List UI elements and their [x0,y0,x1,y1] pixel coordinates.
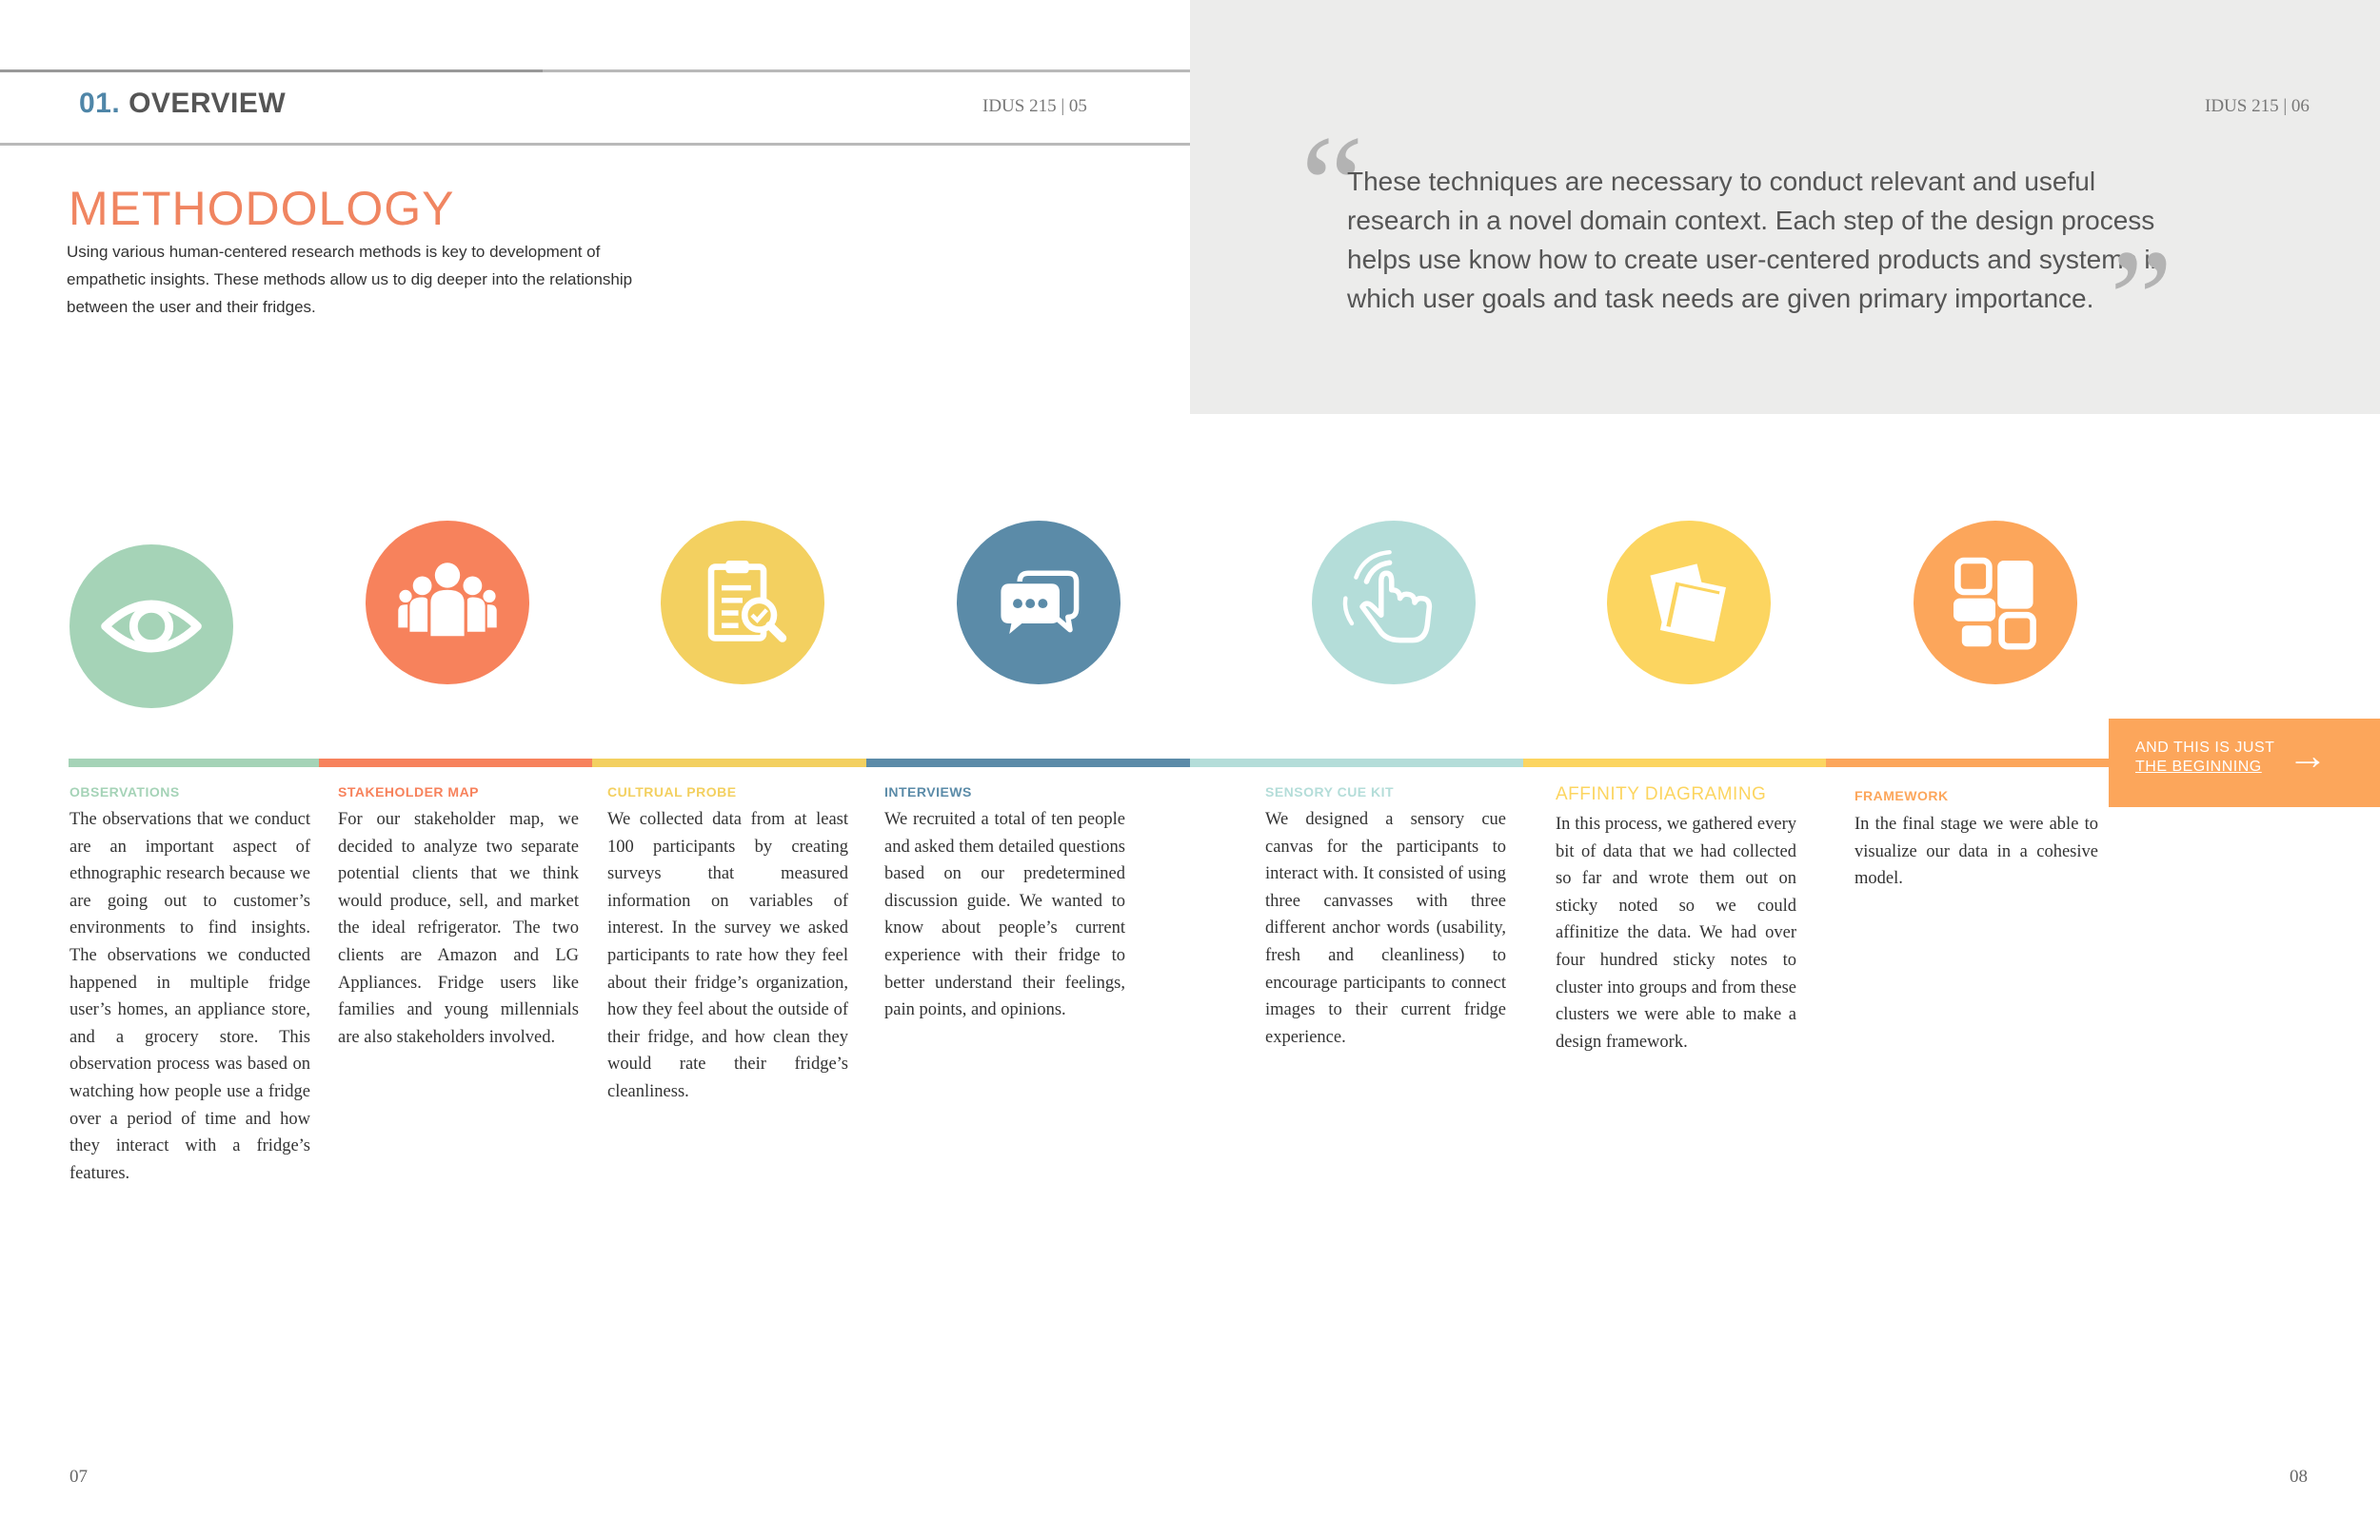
methodology-heading: METHODOLOGY [69,182,455,235]
running-head-right: IDUS 215 | 06 [2205,96,2310,116]
label-observations: OBSERVATIONS [69,784,180,800]
clipboard-search-icon [661,521,824,684]
framework-bar [1826,759,2109,767]
touch-hand-icon [1312,521,1476,684]
methodology-intro: Using various human-centered research methods is key to development of empathetic insights. These methods allow us to dig deeper into the relationship between the user and their fridges. [67,243,633,316]
cta-link[interactable]: THE BEGINNING [2135,759,2262,775]
cta-line1: AND THIS IS JUST [2135,740,2275,756]
text-framework: In the final stage we were able to visualize our data in a cohesive model. [1854,815,2098,889]
interviews-bar [866,759,1190,767]
label-affinity-diagraming: AFFINITY DIAGRAMING [1556,784,1767,804]
eye-icon [69,544,233,708]
affinity-bar [1523,759,1826,767]
label-stakeholder-map: STAKEHOLDER MAP [338,784,480,800]
label-cultural-probe: CULTRUAL PROBE [607,784,737,800]
running-head-left: IDUS 215 | 05 [982,96,1087,116]
sticky-notes-icon [1607,521,1771,684]
section-title [79,88,286,120]
section-name: OVERVIEW [129,88,287,119]
stakeholder-bar [319,759,592,767]
sensory-bar [1190,759,1523,767]
text-cultural-probe: We collected data from at least 100 participants by creating surveys that measured information on variables of interest. In the survey we asked participants to rate how they feel about their fridge’s organization, how they feel about the outside of their fridge, and how clean they would rate their fridge’s cleanliness. [607,810,848,1101]
text-observations: The observations that we conduct are an important aspect of ethnographic research because we are going out to customer’s environments to find insights. The observations we conducted happened in multiple fridge user’s homes, an appliance store, and a grocery store. This observation process was based on watching how people use a fridge over a period of time and how they interact with a fridge’s features. [69,810,310,1183]
observations-bar [69,759,319,767]
text-stakeholder-map: For our stakeholder map, we decided to analyze two separate potential clients that we think would produce, sell, and market the ideal refrigerator. The two clients are Amazon and LG Appliances. Fridge users like families and young millennials are also stakeholders involved. [338,810,579,1047]
quote-close-mark: ” [2110,221,2173,379]
text-interviews: We recruited a total of ten people and asked them detailed questions based on our predetermined discussion guide. We wanted to know about people’s current experience with their fridge to better understand their feelings, pain points, and opinions. [884,810,1125,1020]
speech-bubbles-icon [957,521,1121,684]
people-group-icon [366,521,529,684]
quote-text: These techniques are necessary to conduct relevant and useful research in a novel domain context. Each step of the design process helps use know how to create user-centered products and systems in which user goals and task needs are given primary importance. [1347,167,2166,313]
page-number-right: 08 [2290,1467,2308,1487]
label-interviews: INTERVIEWS [884,784,972,800]
header-rule-bottom [0,143,1190,146]
page-number-left: 07 [69,1467,88,1487]
arrow-right-icon: → [2288,733,2328,778]
quote-open-mark: “ [1300,107,1364,265]
probe-bar [592,759,866,767]
label-framework: FRAMEWORK [1854,788,1949,803]
next-section-button[interactable] [2109,719,2380,807]
section-number: 01. [79,88,121,119]
text-affinity-diagraming: In this process, we gathered every bit of data that we had collected so far and wrote them out on sticky noted so we could affinitize the data. We had over four hundred sticky notes to cluster into groups and from these clusters we were able to make a design framework. [1556,815,1796,1052]
framework-blocks-icon [1914,521,2077,684]
header-rule-accent [0,69,543,72]
text-sensory-cue-kit: We designed a sensory cue canvas for the participants to interact with. It consisted of using three canvasses with three different anchor words (usability, fresh and cleanliness) to encourage participants to connect images to their current fridge experience. [1265,810,1506,1047]
label-sensory-cue-kit: SENSORY CUE KIT [1265,784,1395,800]
